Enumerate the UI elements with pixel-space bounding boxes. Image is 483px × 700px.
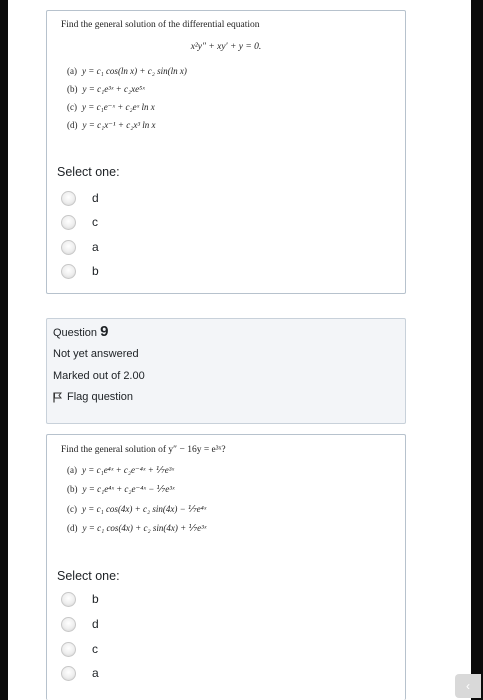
radio-button[interactable] <box>61 592 76 607</box>
question-9-choice-b: (b) y = c₁e⁴ˣ + c₂e⁻⁴ˣ − ⅐e³ˣ <box>67 484 175 494</box>
radio-button[interactable] <box>61 240 76 255</box>
option-label: c <box>92 642 98 656</box>
option-label: c <box>92 215 98 229</box>
option-label: d <box>92 191 99 205</box>
answer-option[interactable] <box>61 239 99 255</box>
answer-option[interactable] <box>61 665 99 681</box>
radio-button[interactable] <box>61 264 76 279</box>
select-one-label: Select one: <box>57 569 120 583</box>
right-edge <box>471 0 483 700</box>
question-8-choice-d: (d) y = c₁x⁻¹ + c₂x³ ln x <box>67 120 156 130</box>
question-8-choice-c: (c) y = c₁e⁻ˣ + c₂eˣ ln x <box>67 102 155 112</box>
radio-button[interactable] <box>61 215 76 230</box>
answer-option[interactable] <box>61 641 98 657</box>
question-9-card <box>46 434 406 700</box>
answer-option[interactable] <box>61 214 98 230</box>
option-label: b <box>92 264 99 278</box>
option-label: d <box>92 617 99 631</box>
select-one-label: Select one: <box>57 165 120 179</box>
question-8-prompt: Find the general solution of the differential equation <box>61 20 260 30</box>
option-label: a <box>92 666 99 680</box>
scroll-button[interactable] <box>455 674 481 698</box>
answer-option[interactable] <box>61 190 99 206</box>
flag-icon <box>53 392 62 403</box>
question-9-choice-d: (d) y = c₁ cos(4x) + c₂ sin(4x) + ⅐e³ˣ <box>67 523 207 533</box>
question-9-prompt: Find the general solution of y″ − 16y = e³ˣ? <box>61 445 226 455</box>
chevron-left-icon: ‹ <box>466 679 470 693</box>
radio-button[interactable] <box>61 617 76 632</box>
question-9-choice-a: (a) y = c₁e⁴ˣ + c₂e⁻⁴ˣ + ⅐e³ˣ <box>67 465 174 475</box>
question-9-choice-c: (c) y = c₁ cos(4x) + c₂ sin(4x) − ⅐e⁴ˣ <box>67 504 207 514</box>
option-label: a <box>92 240 99 254</box>
radio-button[interactable] <box>61 191 76 206</box>
question-8-equation: x²y″ + xy′ + y = 0. <box>190 42 262 52</box>
radio-button[interactable] <box>61 666 76 681</box>
answer-option[interactable] <box>61 591 99 607</box>
question-marks: Marked out of 2.00 <box>53 370 145 382</box>
question-8-card <box>46 10 406 294</box>
option-label: b <box>92 592 99 606</box>
question-status: Not yet answered <box>53 348 139 360</box>
flag-question-link[interactable] <box>53 391 133 403</box>
question-9-info <box>46 318 406 424</box>
question-8-choice-a: (a) y = c₁ cos(ln x) + c₂ sin(ln x) <box>67 66 187 76</box>
answer-option[interactable] <box>61 263 99 279</box>
question-number: Question 9 <box>53 323 109 340</box>
question-8-choice-b: (b) y = c₁e³ˣ + c₂xe⁵ˣ <box>67 84 145 94</box>
answer-option[interactable] <box>61 616 99 632</box>
left-edge <box>0 0 8 700</box>
flag-question-label: Flag question <box>67 391 134 403</box>
radio-button[interactable] <box>61 642 76 657</box>
